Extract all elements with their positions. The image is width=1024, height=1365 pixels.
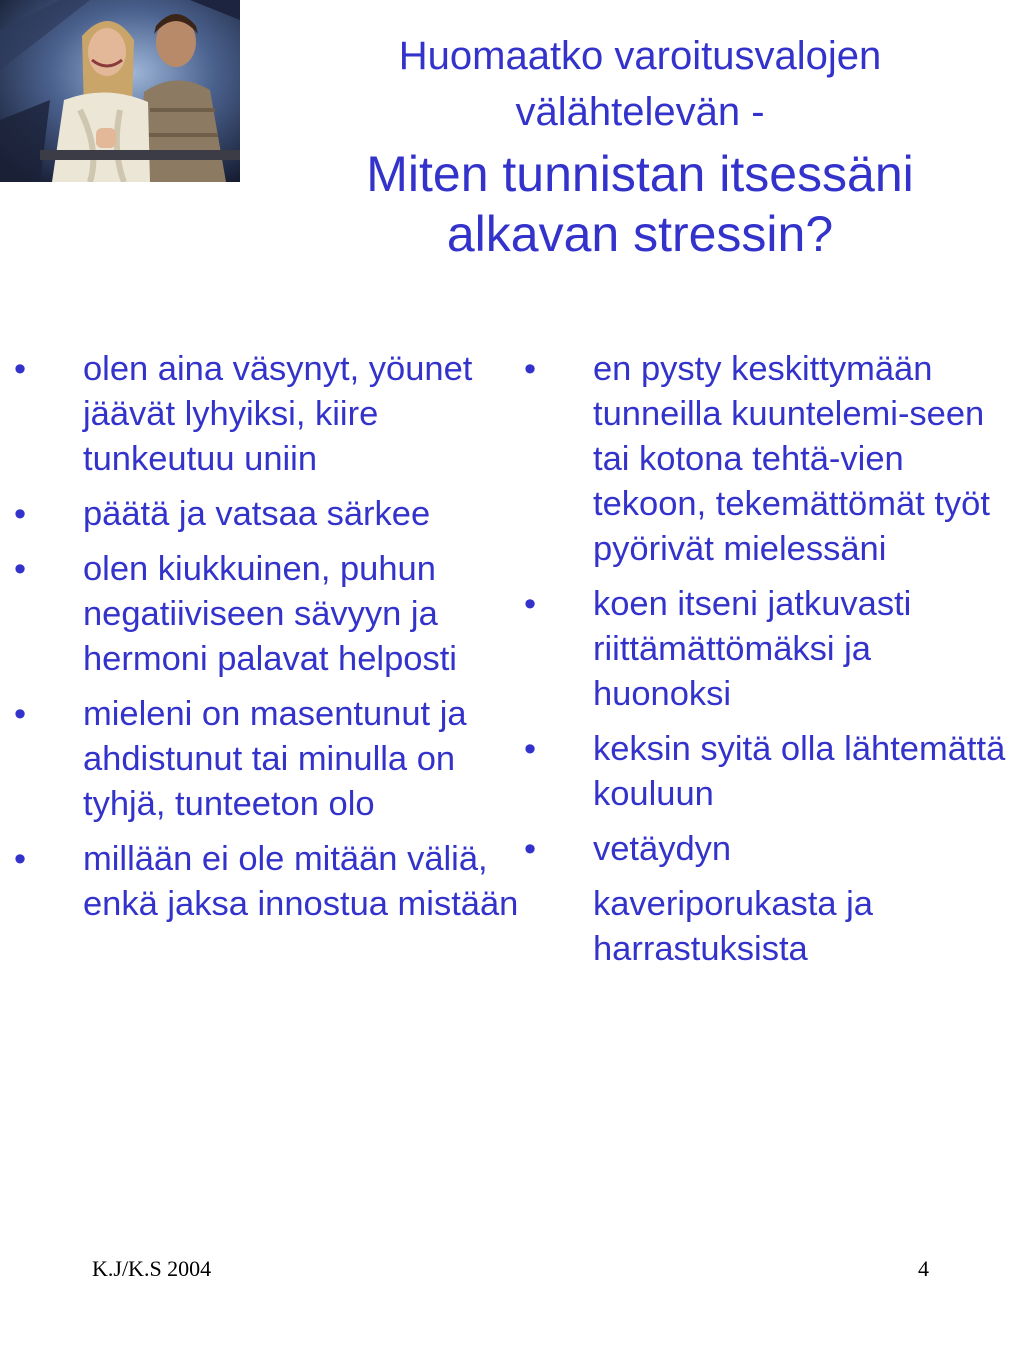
list-item-text: olen kiukkuinen, puhun negatiiviseen sävyyn ja hermoni palavat helposti [83,550,457,678]
right-bullet-list [524,347,1014,982]
bullet-marker: • [14,350,27,388]
list-item-text: millään ei ole mitään väliä, enkä jaksa innostua mistään [83,840,519,923]
bullet-marker: • [524,350,537,388]
list-item-text: mieleni on masentunut ja ahdistunut tai minulla on tyhjä, tunteeton olo [83,695,467,823]
list-item [524,347,1014,572]
list-item [14,547,520,682]
list-item-continuation [524,882,1014,972]
list-item-text: kaveriporukasta ja harrastuksista [593,885,873,968]
couple-photo [0,0,240,182]
title-main-heading: Miten tunnistan itsessäni alkavan stressin? [366,146,914,262]
list-item [524,582,1014,717]
list-item-text: olen aina väsynyt, yöunet jäävät lyhyiksi, kiire tunkeutuu uniin [83,350,473,478]
list-item-text: keksin syitä olla lähtemättä kouluun [593,730,1006,813]
list-item [14,692,520,827]
title-subheading-line-1: Huomaatko varoitusvalojen [398,34,882,78]
left-bullet-list [14,347,520,937]
bullet-marker: • [14,840,27,878]
bullet-marker: • [14,550,27,588]
list-item [524,727,1014,817]
list-item [14,347,520,482]
list-item-text: koen itseni jatkuvasti riittämättömäksi ja huonoksi [593,585,912,713]
slide-title [300,28,980,264]
title-subheading-line-2: välähtelevän - [515,90,765,134]
bullet-marker: • [14,695,27,733]
page-number: 4 [918,1256,929,1281]
list-item-text: vetäydyn [593,830,732,868]
bullet-marker: • [524,730,537,768]
list-item [14,492,520,537]
footer-author-year: K.J/K.S 2004 [92,1256,212,1281]
list-item [524,827,1014,872]
list-item [14,837,520,927]
list-item-text: päätä ja vatsaa särkee [83,495,431,533]
bullet-marker: • [524,830,537,868]
list-item-text: en pysty keskittymään tunneilla kuuntelemi-seen tai kotona tehtä-vien tekoon, tekemättömät työt pyörivät mielessäni [593,350,990,568]
bullet-marker: • [14,495,27,533]
bullet-marker: • [524,585,537,623]
